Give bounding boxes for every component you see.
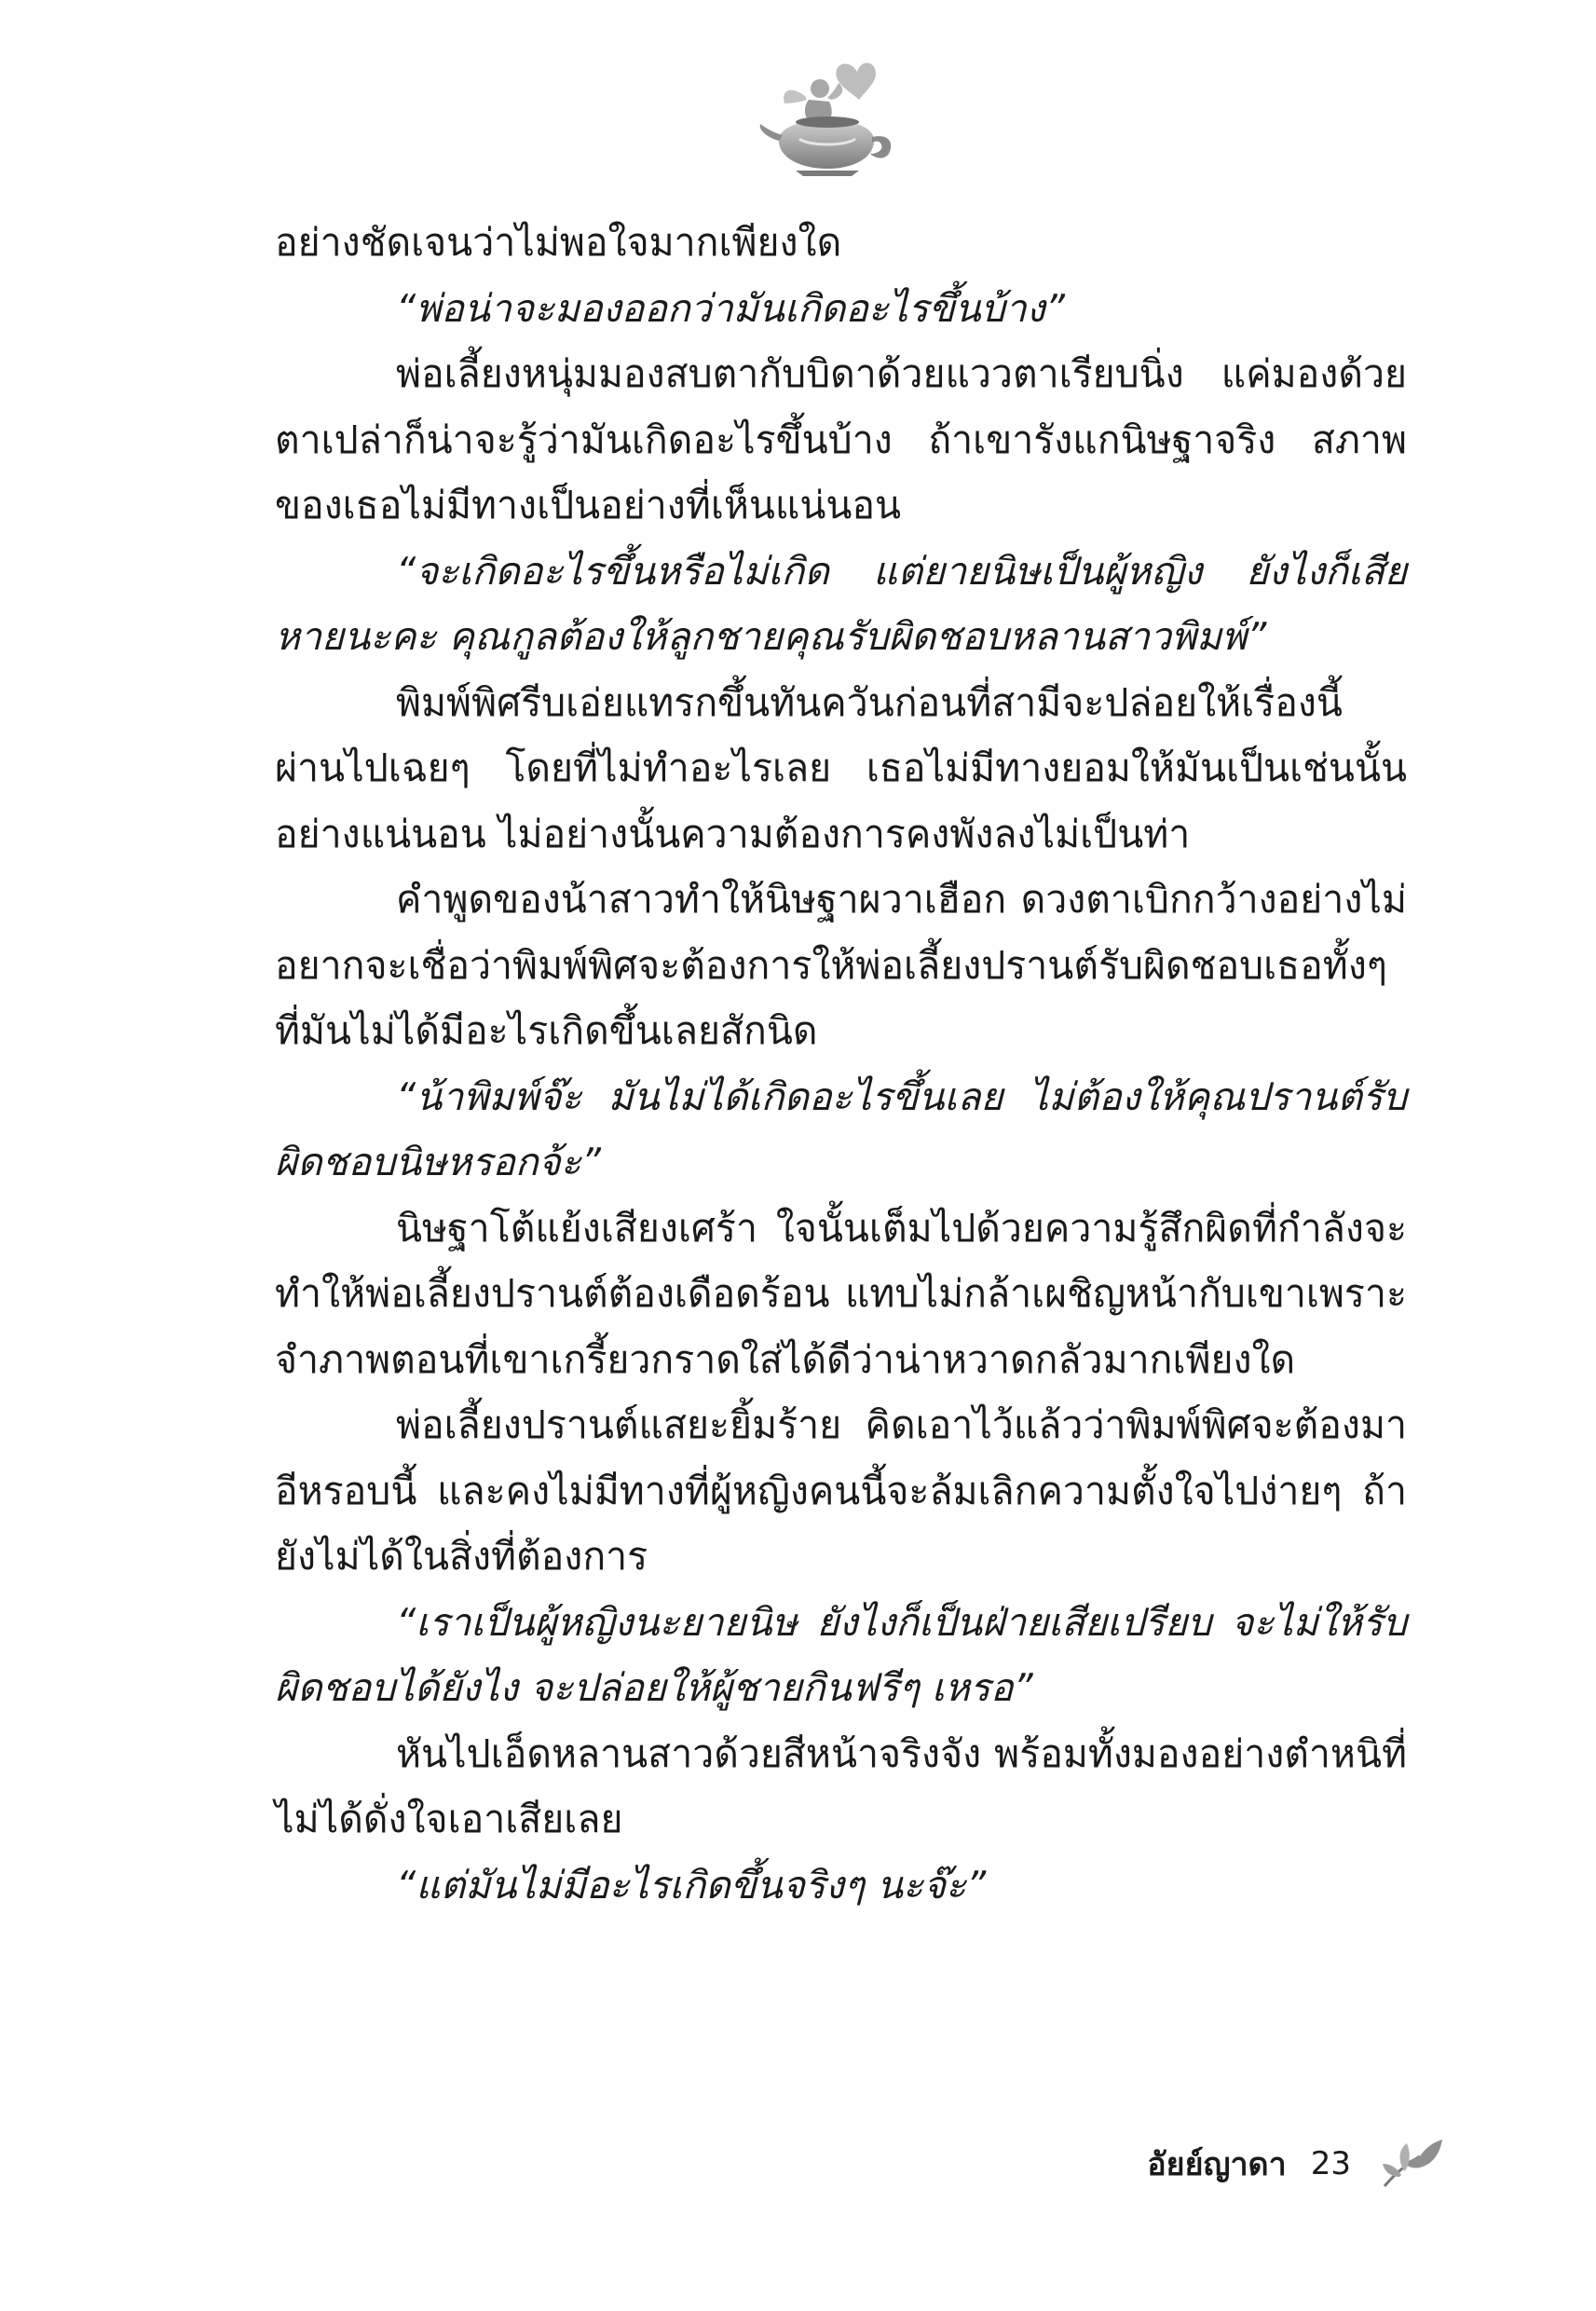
book-title: อัยย์ญาดา — [1147, 2146, 1287, 2183]
dialogue-paragraph: “น้าพิมพ์จ๊ะ มันไม่ได้เกิดอะไรขึ้นเลย ไม่ต้องให้คุณปรานต์รับผิดชอบนิษหรอกจ้ะ” — [275, 1073, 1407, 1184]
page-number: 23 — [1310, 2145, 1351, 2182]
dialogue-paragraph: “แต่มันไม่มีอะไรเกิดขึ้นจริงๆ นะจ๊ะ” — [396, 1862, 987, 1908]
paragraph: พ่อเลี้ยงปรานต์แสยะยิ้มร้าย คิดเอาไว้แล้วว่าพิมพ์พิศจะต้องมาอีหรอบนี้ และคงไม่มีทางที่ผู้หญิงคนนี้จะล้มเลิกความตั้งใจไปง่ายๆ ถ้ายังไม่ได้ในสิ่งที่ต้องการ — [275, 1402, 1407, 1579]
paragraph: พ่อเลี้ยงหนุ่มมองสบตากับบิดาด้วยแววตาเรียบนิ่ง แค่มองด้วยตาเปล่าก็น่าจะรู้ว่ามันเกิดอะไรขึ้นบ้าง ถ้าเขารังแกนิษฐาจริง สภาพของเธอไม่มีทางเป็นอย่างที่เห็นแน่นอน — [275, 351, 1407, 527]
paragraph: นิษฐาโต้แย้งเสียงเศร้า ใจนั้นเต็มไปด้วยความรู้สึกผิดที่กำลังจะทำให้พ่อเลี้ยงปรานต์ต้องเดือดร้อน แทบไม่กล้าเผชิญหน้ากับเขาเพราะจำภาพตอนที่เขาเกรี้ยวกราดใส่ได้ดีว่าน่าหวาดกลัวมากเพียงใด — [275, 1205, 1407, 1382]
dialogue-paragraph: “พ่อน่าจะมองออกว่ามันเกิดอะไรขึ้นบ้าง” — [396, 285, 1065, 331]
dialogue-paragraph: “จะเกิดอะไรขึ้นหรือไม่เกิด แต่ยายนิษเป็นผู้หญิง ยังไงก็เสียหายนะคะ คุณกูลต้องให้ลูกชายคุณรับผิดชอบหลานสาวพิมพ์” — [275, 548, 1407, 659]
paragraph: อย่างชัดเจนว่าไม่พอใจมากเพียงใด — [275, 220, 842, 265]
dialogue-paragraph: “เราเป็นผู้หญิงนะยายนิษ ยังไงก็เป็นฝ่ายเสียเปรียบ จะไม่ให้รับผิดชอบได้ยังไง จะปล่อยให้ผู้ชายกินฟรีๆ เหรอ” — [275, 1599, 1407, 1710]
leaf-icon — [1379, 2136, 1444, 2192]
teapot-cherub-icon — [753, 51, 902, 182]
page-footer — [978, 2136, 1444, 2192]
paragraph: หันไปเอ็ดหลานสาวด้วยสีหน้าจริงจัง พร้อมทั้งมองอย่างตำหนิที่ไม่ได้ดั่งใจเอาเสียเลย — [275, 1730, 1407, 1841]
paragraph: พิมพ์พิศรีบเอ่ยแทรกขึ้นทันควันก่อนที่สามีจะปล่อยให้เรื่องนี้ผ่านไปเฉยๆ โดยที่ไม่ทำอะไรเลย เธอไม่มีทางยอมให้มันเป็นเช่นนั้นอย่างแน่นอน ไม่อย่างนั้นความต้องการคงพังลงไม่เป็นท่า — [275, 679, 1407, 856]
body-text — [275, 210, 1407, 1918]
paragraph: คำพูดของน้าสาวทำให้นิษฐาผวาเฮือก ดวงตาเบิกกว้างอย่างไม่อยากจะเชื่อว่าพิมพ์พิศจะต้องการให้พ่อเลี้ยงปรานต์รับผิดชอบเธอทั้งๆ ที่มันไม่ได้มีอะไรเกิดขึ้นเลยสักนิด — [275, 877, 1407, 1053]
